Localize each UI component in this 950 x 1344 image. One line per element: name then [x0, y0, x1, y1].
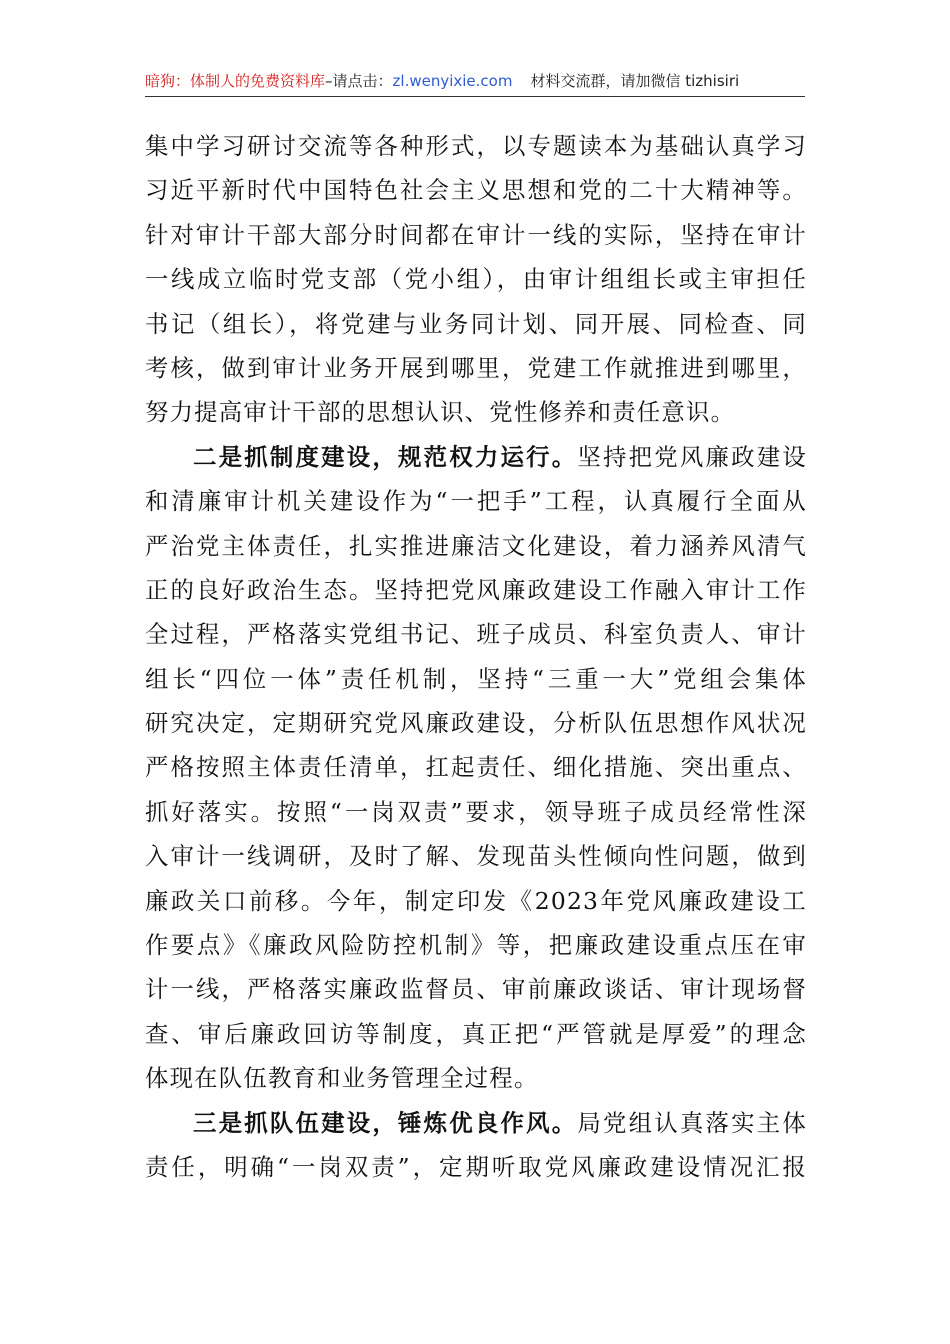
- header-url-link[interactable]: zl.wenyixie.com: [392, 72, 513, 90]
- page-header: [145, 66, 805, 97]
- section2-heading: 二是抓制度建设，规范权力运行。: [193, 442, 578, 471]
- paragraph-line: 针对审计干部大部分时间都在审计一线的实际，坚持在审计: [145, 220, 807, 249]
- paragraph-line: 廉政关口前移。今年，制定印发《2023年党风廉政建设工: [145, 886, 807, 915]
- paragraph-line: 抓好落实。按照“一岗双责”要求，领导班子成员经常性深: [145, 797, 807, 826]
- paragraph-line: 集中学习研讨交流等各种形式，以专题读本为基础认真学习: [145, 132, 807, 160]
- paragraph-line: 全过程，严格落实党组书记、班子成员、科室负责人、审计: [145, 620, 807, 649]
- paragraph-line: 严治党主体责任，扎实推进廉洁文化建设，着力涵养风清气: [145, 531, 807, 560]
- paragraph-line: 一线成立临时党支部（党小组），由审计组组长或主审担任: [145, 265, 807, 294]
- paragraph-line: 考核，做到审计业务开展到哪里，党建工作就推进到哪里，: [145, 353, 807, 382]
- paragraph-line: 作要点》《廉政风险防控机制》等，把廉政建设重点压在审: [145, 931, 807, 960]
- paragraph-line: 正的良好政治生态。坚持把党风廉政建设工作融入审计工作: [145, 575, 807, 604]
- section3-first-line: [145, 1101, 807, 1145]
- paragraph-line: 和清廉审计机关建设作为“一把手”工程，认真履行全面从: [145, 487, 807, 516]
- paragraph-line: 习近平新时代中国特色社会主义思想和党的二十大精神等。: [145, 176, 807, 205]
- header-site-name: 暗狗：体制人的免费资料库: [145, 72, 326, 90]
- header-contact: 材料交流群，请加微信 tizhisiri: [530, 72, 740, 90]
- section3-first-line-rest: 局党组认真落实主体: [577, 1108, 807, 1137]
- paragraph-line: 努力提高审计干部的思想认识、党性修养和责任意识。: [145, 398, 736, 427]
- section2-first-line-rest: 坚持把党风廉政建设: [577, 442, 807, 471]
- paragraph-line: 研究决定，定期研究党风廉政建设，分析队伍思想作风状况: [145, 709, 807, 738]
- document-body: [145, 124, 807, 1189]
- paragraph-line: 查、审后廉政回访等制度，真正把“严管就是厚爱”的理念: [145, 1019, 807, 1048]
- paragraph-line: 计一线，严格落实廉政监督员、审前廉政谈话、审计现场督: [145, 975, 807, 1004]
- paragraph-line: 入审计一线调研，及时了解、发现苗头性倾向性问题，做到: [145, 842, 807, 871]
- section3-heading: 三是抓队伍建设，锤炼优良作风。: [193, 1108, 578, 1137]
- paragraph-line: 严格按照主体责任清单，扛起责任、细化措施、突出重点、: [145, 753, 807, 782]
- paragraph-line: 书记（组长），将党建与业务同计划、同开展、同检查、同: [145, 309, 807, 338]
- paragraph-line: 责任，明确“一岗双责”，定期听取党风廉政建设情况汇报: [145, 1152, 807, 1181]
- paragraph-line: 体现在队伍教育和业务管理全过程。: [145, 1064, 539, 1093]
- section2-first-line: [145, 435, 807, 479]
- header-click-prompt: –请点击：: [325, 72, 393, 90]
- paragraph-line: 组长“四位一体”责任机制，坚持“三重一大”党组会集体: [145, 664, 807, 693]
